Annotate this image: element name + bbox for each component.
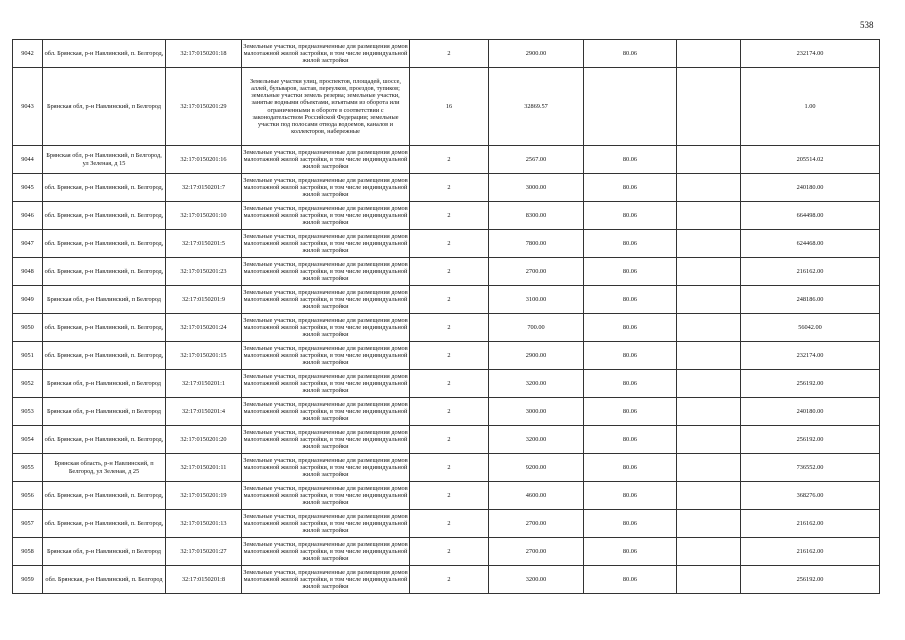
land-use-cell: Земельные участки улиц, проспектов, площадей, шоссе, аллей, бульваров, застав, переулков, проездов, тупиков; земельные участки земель резерва; земельные участки, занятые водными объектами, изъятыми из оборота или ограниченными в обороте в соответствии с законодательством Российской Федерации; земельные участки под полосами отвода водоемов, каналов и коллекторов, набережные	[242, 68, 410, 146]
cadastral-number-cell: 32:17:0150201:16	[166, 146, 242, 174]
empty-cell	[677, 454, 741, 482]
row-id: 9051	[13, 342, 43, 370]
specific-value-cell: 80.06	[584, 258, 677, 286]
cadastral-value-cell: 736552.00	[741, 454, 880, 482]
land-use-cell: Земельные участки, предназначенные для размещения домов малоэтажной жилой застройки, в том числе индивидуальной жилой застройки	[242, 566, 410, 594]
area-cell: 3200.00	[489, 426, 584, 454]
cadastral-value-cell: 240180.00	[741, 398, 880, 426]
table-row	[13, 510, 880, 538]
row-id: 9042	[13, 40, 43, 68]
area-cell: 700.00	[489, 314, 584, 342]
land-use-cell: Земельные участки, предназначенные для размещения домов малоэтажной жилой застройки, в том числе индивидуальной жилой застройки	[242, 314, 410, 342]
empty-cell	[677, 202, 741, 230]
cadastral-number-cell: 32:17:0150201:10	[166, 202, 242, 230]
row-id: 9057	[13, 510, 43, 538]
area-cell: 8300.00	[489, 202, 584, 230]
land-use-cell: Земельные участки, предназначенные для размещения домов малоэтажной жилой застройки, в том числе индивидуальной жилой застройки	[242, 146, 410, 174]
address-cell: Брянская обл, р-н Навлинский, п Белгород	[43, 398, 166, 426]
row-id: 9058	[13, 538, 43, 566]
table-row	[13, 482, 880, 510]
area-cell: 2700.00	[489, 258, 584, 286]
specific-value-cell: 80.06	[584, 426, 677, 454]
group-code-cell: 2	[410, 258, 489, 286]
row-id: 9056	[13, 482, 43, 510]
cadastral-number-cell: 32:17:0150201:29	[166, 68, 242, 146]
empty-cell	[677, 398, 741, 426]
row-id: 9045	[13, 174, 43, 202]
empty-cell	[677, 538, 741, 566]
cadastral-value-cell: 248186.00	[741, 286, 880, 314]
empty-cell	[677, 146, 741, 174]
empty-cell	[677, 230, 741, 258]
cadastral-number-cell: 32:17:0150201:19	[166, 482, 242, 510]
land-use-cell: Земельные участки, предназначенные для размещения домов малоэтажной жилой застройки, в том числе индивидуальной жилой застройки	[242, 538, 410, 566]
table-row	[13, 566, 880, 594]
area-cell: 3000.00	[489, 174, 584, 202]
cadastral-number-cell: 32:17:0150201:27	[166, 538, 242, 566]
land-use-cell: Земельные участки, предназначенные для размещения домов малоэтажной жилой застройки, в том числе индивидуальной жилой застройки	[242, 454, 410, 482]
group-code-cell: 16	[410, 68, 489, 146]
cadastral-number-cell: 32:17:0150201:4	[166, 398, 242, 426]
empty-cell	[677, 566, 741, 594]
specific-value-cell: 80.06	[584, 230, 677, 258]
empty-cell	[677, 370, 741, 398]
row-id: 9055	[13, 454, 43, 482]
area-cell: 2900.00	[489, 40, 584, 68]
table-row	[13, 342, 880, 370]
group-code-cell: 2	[410, 370, 489, 398]
address-cell: Брянская обл, р-н Навлинский, п Белгород	[43, 538, 166, 566]
specific-value-cell: 80.06	[584, 286, 677, 314]
empty-cell	[677, 510, 741, 538]
specific-value-cell: 80.06	[584, 398, 677, 426]
group-code-cell: 2	[410, 482, 489, 510]
row-id: 9054	[13, 426, 43, 454]
group-code-cell: 2	[410, 174, 489, 202]
group-code-cell: 2	[410, 40, 489, 68]
cadastral-value-cell: 216162.00	[741, 258, 880, 286]
land-use-cell: Земельные участки, предназначенные для размещения домов малоэтажной жилой застройки, в том числе индивидуальной жилой застройки	[242, 202, 410, 230]
land-use-cell: Земельные участки, предназначенные для размещения домов малоэтажной жилой застройки, в том числе индивидуальной жилой застройки	[242, 258, 410, 286]
area-cell: 32869.57	[489, 68, 584, 146]
table-row	[13, 40, 880, 68]
row-id: 9043	[13, 68, 43, 146]
area-cell: 2700.00	[489, 510, 584, 538]
specific-value-cell: 80.06	[584, 566, 677, 594]
cadastral-value-cell: 624468.00	[741, 230, 880, 258]
table-row	[13, 314, 880, 342]
address-cell: обл. Брянская, р-н Навлинский, п. Белгород,	[43, 342, 166, 370]
specific-value-cell: 80.06	[584, 482, 677, 510]
group-code-cell: 2	[410, 538, 489, 566]
empty-cell	[677, 258, 741, 286]
row-id: 9048	[13, 258, 43, 286]
address-cell: Брянская обл, р-н Навлинский, п Белгород	[43, 68, 166, 146]
land-use-cell: Земельные участки, предназначенные для размещения домов малоэтажной жилой застройки, в том числе индивидуальной жилой застройки	[242, 174, 410, 202]
table-row	[13, 286, 880, 314]
empty-cell	[677, 426, 741, 454]
specific-value-cell: 80.06	[584, 510, 677, 538]
empty-cell	[677, 342, 741, 370]
row-id: 9050	[13, 314, 43, 342]
address-cell: обл. Брянская, р-н Навлинский, п. Белгород,	[43, 510, 166, 538]
address-cell: обл. Брянская, р-н Навлинский, п. Белгород	[43, 566, 166, 594]
land-use-cell: Земельные участки, предназначенные для размещения домов малоэтажной жилой застройки, в том числе индивидуальной жилой застройки	[242, 482, 410, 510]
group-code-cell: 2	[410, 286, 489, 314]
cadastral-value-cell: 232174.00	[741, 40, 880, 68]
specific-value-cell: 80.06	[584, 314, 677, 342]
group-code-cell: 2	[410, 202, 489, 230]
area-cell: 3200.00	[489, 370, 584, 398]
area-cell: 2567.00	[489, 146, 584, 174]
area-cell: 2700.00	[489, 538, 584, 566]
empty-cell	[677, 68, 741, 146]
table-row	[13, 202, 880, 230]
cadastral-value-cell: 256192.00	[741, 426, 880, 454]
empty-cell	[677, 174, 741, 202]
specific-value-cell: 80.06	[584, 342, 677, 370]
empty-cell	[677, 286, 741, 314]
cadastral-value-cell: 256192.00	[741, 566, 880, 594]
table-row	[13, 174, 880, 202]
area-cell: 3200.00	[489, 566, 584, 594]
land-registry-table	[12, 39, 880, 594]
row-id: 9044	[13, 146, 43, 174]
row-id: 9052	[13, 370, 43, 398]
area-cell: 7800.00	[489, 230, 584, 258]
group-code-cell: 2	[410, 230, 489, 258]
land-use-cell: Земельные участки, предназначенные для размещения домов малоэтажной жилой застройки, в том числе индивидуальной жилой застройки	[242, 286, 410, 314]
cadastral-value-cell: 256192.00	[741, 370, 880, 398]
cadastral-number-cell: 32:17:0150201:8	[166, 566, 242, 594]
table-row	[13, 146, 880, 174]
address-cell: Брянская область, р-н Навлинский, п Белгород, ул Зеленая, д 25	[43, 454, 166, 482]
specific-value-cell: 80.06	[584, 146, 677, 174]
page-number: 538	[860, 20, 874, 30]
area-cell: 9200.00	[489, 454, 584, 482]
group-code-cell: 2	[410, 314, 489, 342]
address-cell: обл. Брянская, р-н Навлинский, п. Белгород,	[43, 426, 166, 454]
address-cell: обл. Брянская, р-н Навлинский, п. Белгород,	[43, 258, 166, 286]
cadastral-value-cell: 205514.02	[741, 146, 880, 174]
row-id: 9059	[13, 566, 43, 594]
area-cell: 2900.00	[489, 342, 584, 370]
specific-value-cell: 80.06	[584, 174, 677, 202]
land-use-cell: Земельные участки, предназначенные для размещения домов малоэтажной жилой застройки, в том числе индивидуальной жилой застройки	[242, 426, 410, 454]
table-row	[13, 230, 880, 258]
group-code-cell: 2	[410, 146, 489, 174]
table-row	[13, 258, 880, 286]
group-code-cell: 2	[410, 426, 489, 454]
land-use-cell: Земельные участки, предназначенные для размещения домов малоэтажной жилой застройки, в том числе индивидуальной жилой застройки	[242, 40, 410, 68]
address-cell: Брянская обл, р-н Навлинский, п Белгород	[43, 370, 166, 398]
cadastral-number-cell: 32:17:0150201:20	[166, 426, 242, 454]
table-row	[13, 538, 880, 566]
specific-value-cell: 80.06	[584, 454, 677, 482]
cadastral-value-cell: 368276.00	[741, 482, 880, 510]
address-cell: обл. Брянская, р-н Навлинский, п. Белгород,	[43, 174, 166, 202]
table-row	[13, 370, 880, 398]
address-cell: обл. Брянская, р-н Навлинский, п. Белгород,	[43, 40, 166, 68]
cadastral-value-cell: 216162.00	[741, 510, 880, 538]
area-cell: 4600.00	[489, 482, 584, 510]
table-row	[13, 398, 880, 426]
table-body	[13, 40, 880, 594]
cadastral-number-cell: 32:17:0150201:15	[166, 342, 242, 370]
land-use-cell: Земельные участки, предназначенные для размещения домов малоэтажной жилой застройки, в том числе индивидуальной жилой застройки	[242, 230, 410, 258]
cadastral-number-cell: 32:17:0150201:5	[166, 230, 242, 258]
row-id: 9053	[13, 398, 43, 426]
specific-value-cell	[584, 68, 677, 146]
group-code-cell: 2	[410, 342, 489, 370]
land-use-cell: Земельные участки, предназначенные для размещения домов малоэтажной жилой застройки, в том числе индивидуальной жилой застройки	[242, 370, 410, 398]
specific-value-cell: 80.06	[584, 370, 677, 398]
specific-value-cell: 80.06	[584, 40, 677, 68]
cadastral-number-cell: 32:17:0150201:24	[166, 314, 242, 342]
area-cell: 3100.00	[489, 286, 584, 314]
address-cell: Брянская обл, р-н Навлинский, п Белгород, ул Зеленая, д 15	[43, 146, 166, 174]
empty-cell	[677, 482, 741, 510]
specific-value-cell: 80.06	[584, 538, 677, 566]
cadastral-value-cell: 664498.00	[741, 202, 880, 230]
cadastral-value-cell: 1.00	[741, 68, 880, 146]
row-id: 9047	[13, 230, 43, 258]
group-code-cell: 2	[410, 454, 489, 482]
group-code-cell: 2	[410, 510, 489, 538]
address-cell: Брянская обл, р-н Навлинский, п Белгород	[43, 286, 166, 314]
row-id: 9049	[13, 286, 43, 314]
land-use-cell: Земельные участки, предназначенные для размещения домов малоэтажной жилой застройки, в том числе индивидуальной жилой застройки	[242, 510, 410, 538]
address-cell: обл. Брянская, р-н Навлинский, п. Белгород,	[43, 482, 166, 510]
empty-cell	[677, 314, 741, 342]
cadastral-number-cell: 32:17:0150201:7	[166, 174, 242, 202]
cadastral-number-cell: 32:17:0150201:23	[166, 258, 242, 286]
group-code-cell: 2	[410, 398, 489, 426]
group-code-cell: 2	[410, 566, 489, 594]
area-cell: 3000.00	[489, 398, 584, 426]
table-row	[13, 68, 880, 146]
land-use-cell: Земельные участки, предназначенные для размещения домов малоэтажной жилой застройки, в том числе индивидуальной жилой застройки	[242, 398, 410, 426]
cadastral-number-cell: 32:17:0150201:1	[166, 370, 242, 398]
specific-value-cell: 80.06	[584, 202, 677, 230]
land-use-cell: Земельные участки, предназначенные для размещения домов малоэтажной жилой застройки, в том числе индивидуальной жилой застройки	[242, 342, 410, 370]
table-row	[13, 426, 880, 454]
table-row	[13, 454, 880, 482]
address-cell: обл. Брянская, р-н Навлинский, п. Белгород,	[43, 314, 166, 342]
cadastral-number-cell: 32:17:0150201:9	[166, 286, 242, 314]
cadastral-number-cell: 32:17:0150201:13	[166, 510, 242, 538]
cadastral-value-cell: 216162.00	[741, 538, 880, 566]
cadastral-value-cell: 240180.00	[741, 174, 880, 202]
cadastral-number-cell: 32:17:0150201:11	[166, 454, 242, 482]
cadastral-value-cell: 232174.00	[741, 342, 880, 370]
cadastral-value-cell: 56042.00	[741, 314, 880, 342]
empty-cell	[677, 40, 741, 68]
row-id: 9046	[13, 202, 43, 230]
address-cell: обл. Брянская, р-н Навлинский, п. Белгород,	[43, 202, 166, 230]
cadastral-number-cell: 32:17:0150201:18	[166, 40, 242, 68]
address-cell: обл. Брянская, р-н Навлинский, п. Белгород,	[43, 230, 166, 258]
